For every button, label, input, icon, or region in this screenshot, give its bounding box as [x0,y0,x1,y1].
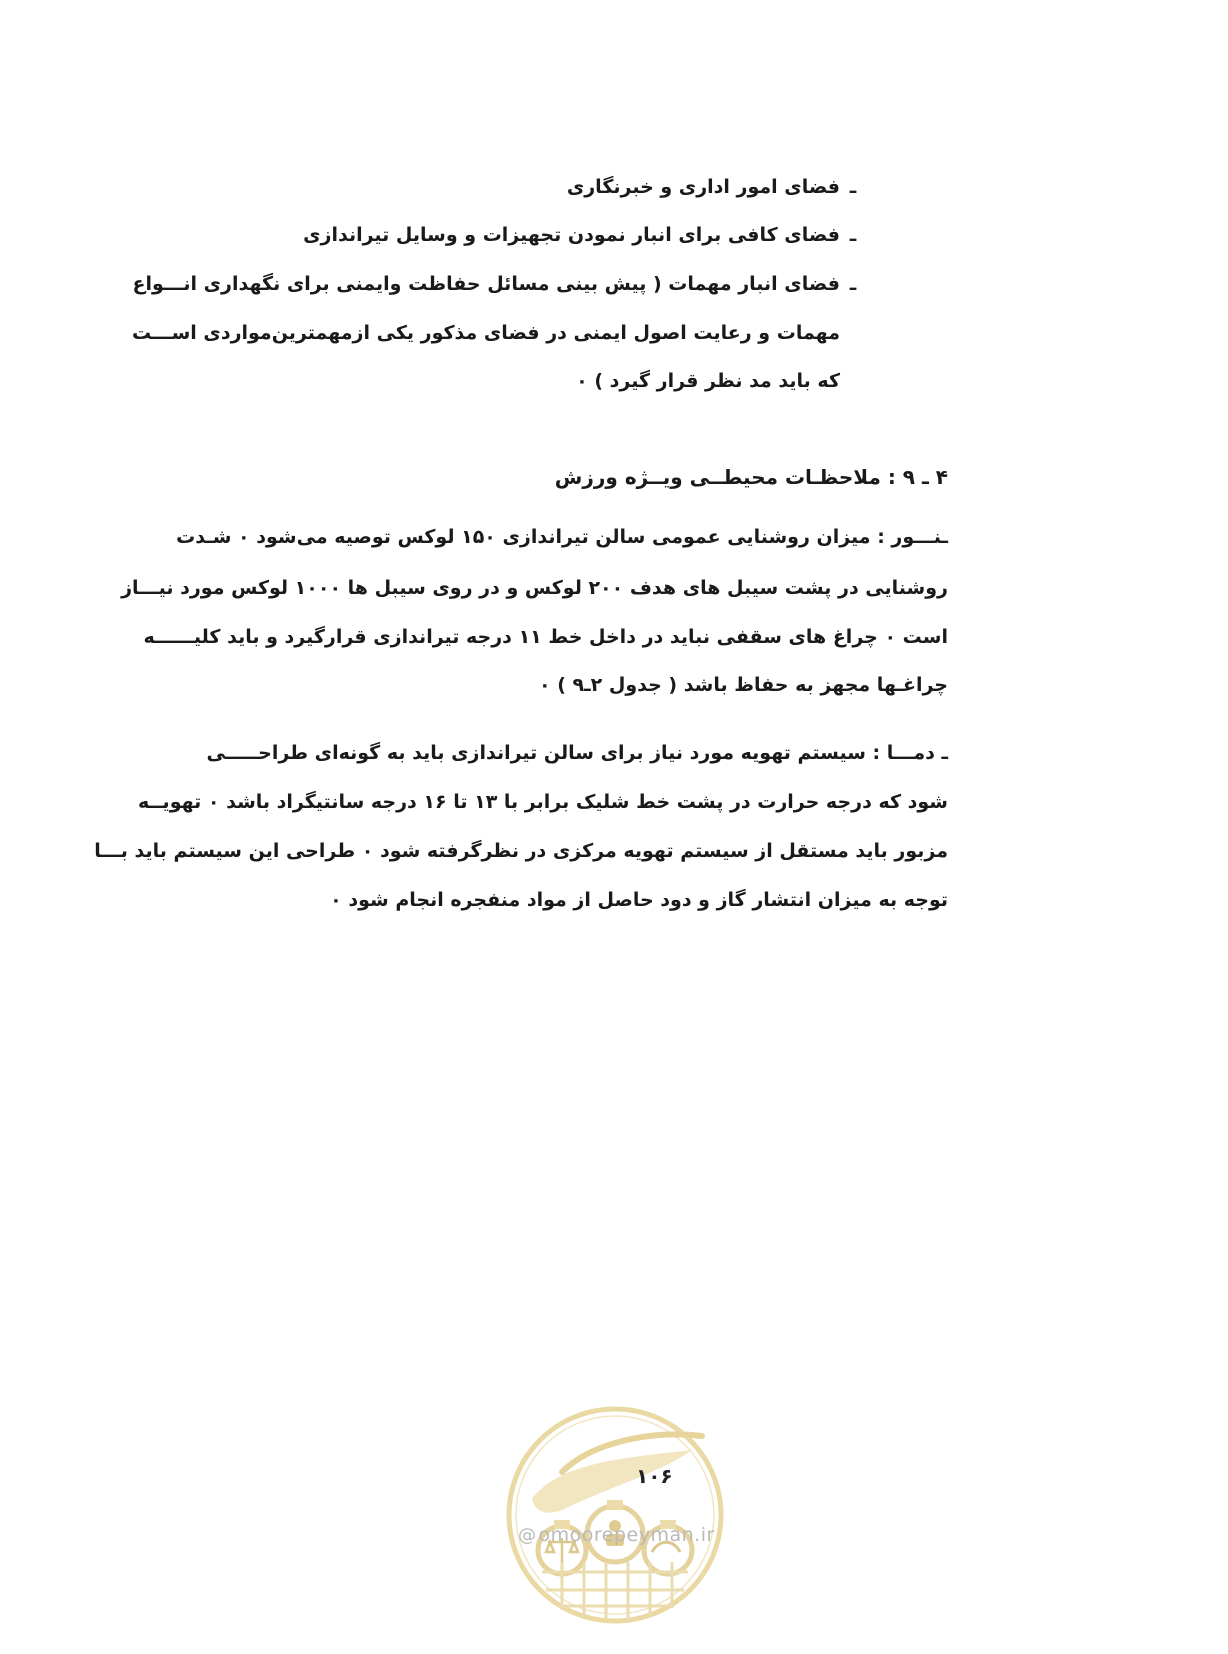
paragraph-light-line: چراغـها مجهز به حفاظ باشد ( جدول ۲ـ۹ ) ۰ [538,674,948,696]
paragraph-light-line: است ۰ چراغ های سقفی نباید در داخل خط ۱۱ درجه تیراندازی قرارگیرد و باید کلیــــــه [143,626,948,648]
at-sign-icon: @ [518,1525,537,1546]
bullet-text: فضای انبار مهمات ( پیش بینی مسائل حفاظت وایمنی برای نگهداری انـــواع [132,273,840,295]
paragraph-temperature-line: ـ دمـــا : سیستم تهویه مورد نیاز برای سالن تیراندازی باید به گونه‌ای طراحـــــی [206,742,948,764]
paragraph-temperature-line: توجه به میزان انتشار گاز و دود حاصل از مواد منفجره انجام شود ۰ [330,889,948,911]
section-heading: ۴ ـ ۹ : ملاحظـات محیطــی ویــژه ورزش [554,465,948,489]
paragraph-light-line: ـنـــور : میزان روشنایی عمومی سالن تیراندازی ۱۵۰ لوکس توصیه می‌شود ۰ شـدت [176,526,948,548]
bullet-item-admin-space [567,172,866,202]
bullet-continuation-line: مهمات و رعایت اصول ایمنی در فضای مذکور یکی ازمهمترین‌مواردی اســـت [132,322,840,344]
bullet-text: فضای امور اداری و خبرنگاری [566,176,840,198]
bullet-dash: ـ [849,273,857,295]
bullet-dash: ـ [849,224,857,246]
paragraph-temperature-line: مزبور باید مستقل از سیستم تهویه مرکزی در نظرگرفته شود ۰ طراحی این سیستم باید بـــا [94,840,948,862]
website-url: omoorepeyman.ir [538,1524,715,1546]
bullet-item-ammo-storage [132,269,866,299]
bullet-text: فضای کافی برای انبار نمودن تجهیزات و وسایل تیراندازی [303,224,840,246]
website-watermark [518,1524,715,1546]
bullet-dash: ـ [849,176,857,198]
bullet-item-storage-space [303,220,866,250]
paragraph-temperature-line: شود که درجه حرارت در پشت خط شلیک برابر با ۱۳ تا ۱۶ درجه سانتیگراد باشد ۰ تهویــه [138,791,948,813]
page-number: ۱۰۶ [636,1464,673,1488]
omoorepeyman-logo-watermark [502,1402,728,1628]
paragraph-light-line: روشنایی در پشت سیبل های هدف ۲۰۰ لوکس و در روی سیبل ها ۱۰۰۰ لوکس مورد نیـــاز [121,577,948,599]
bullet-continuation-line: که باید مد نظر قرار گیرد ) ۰ [576,370,840,392]
